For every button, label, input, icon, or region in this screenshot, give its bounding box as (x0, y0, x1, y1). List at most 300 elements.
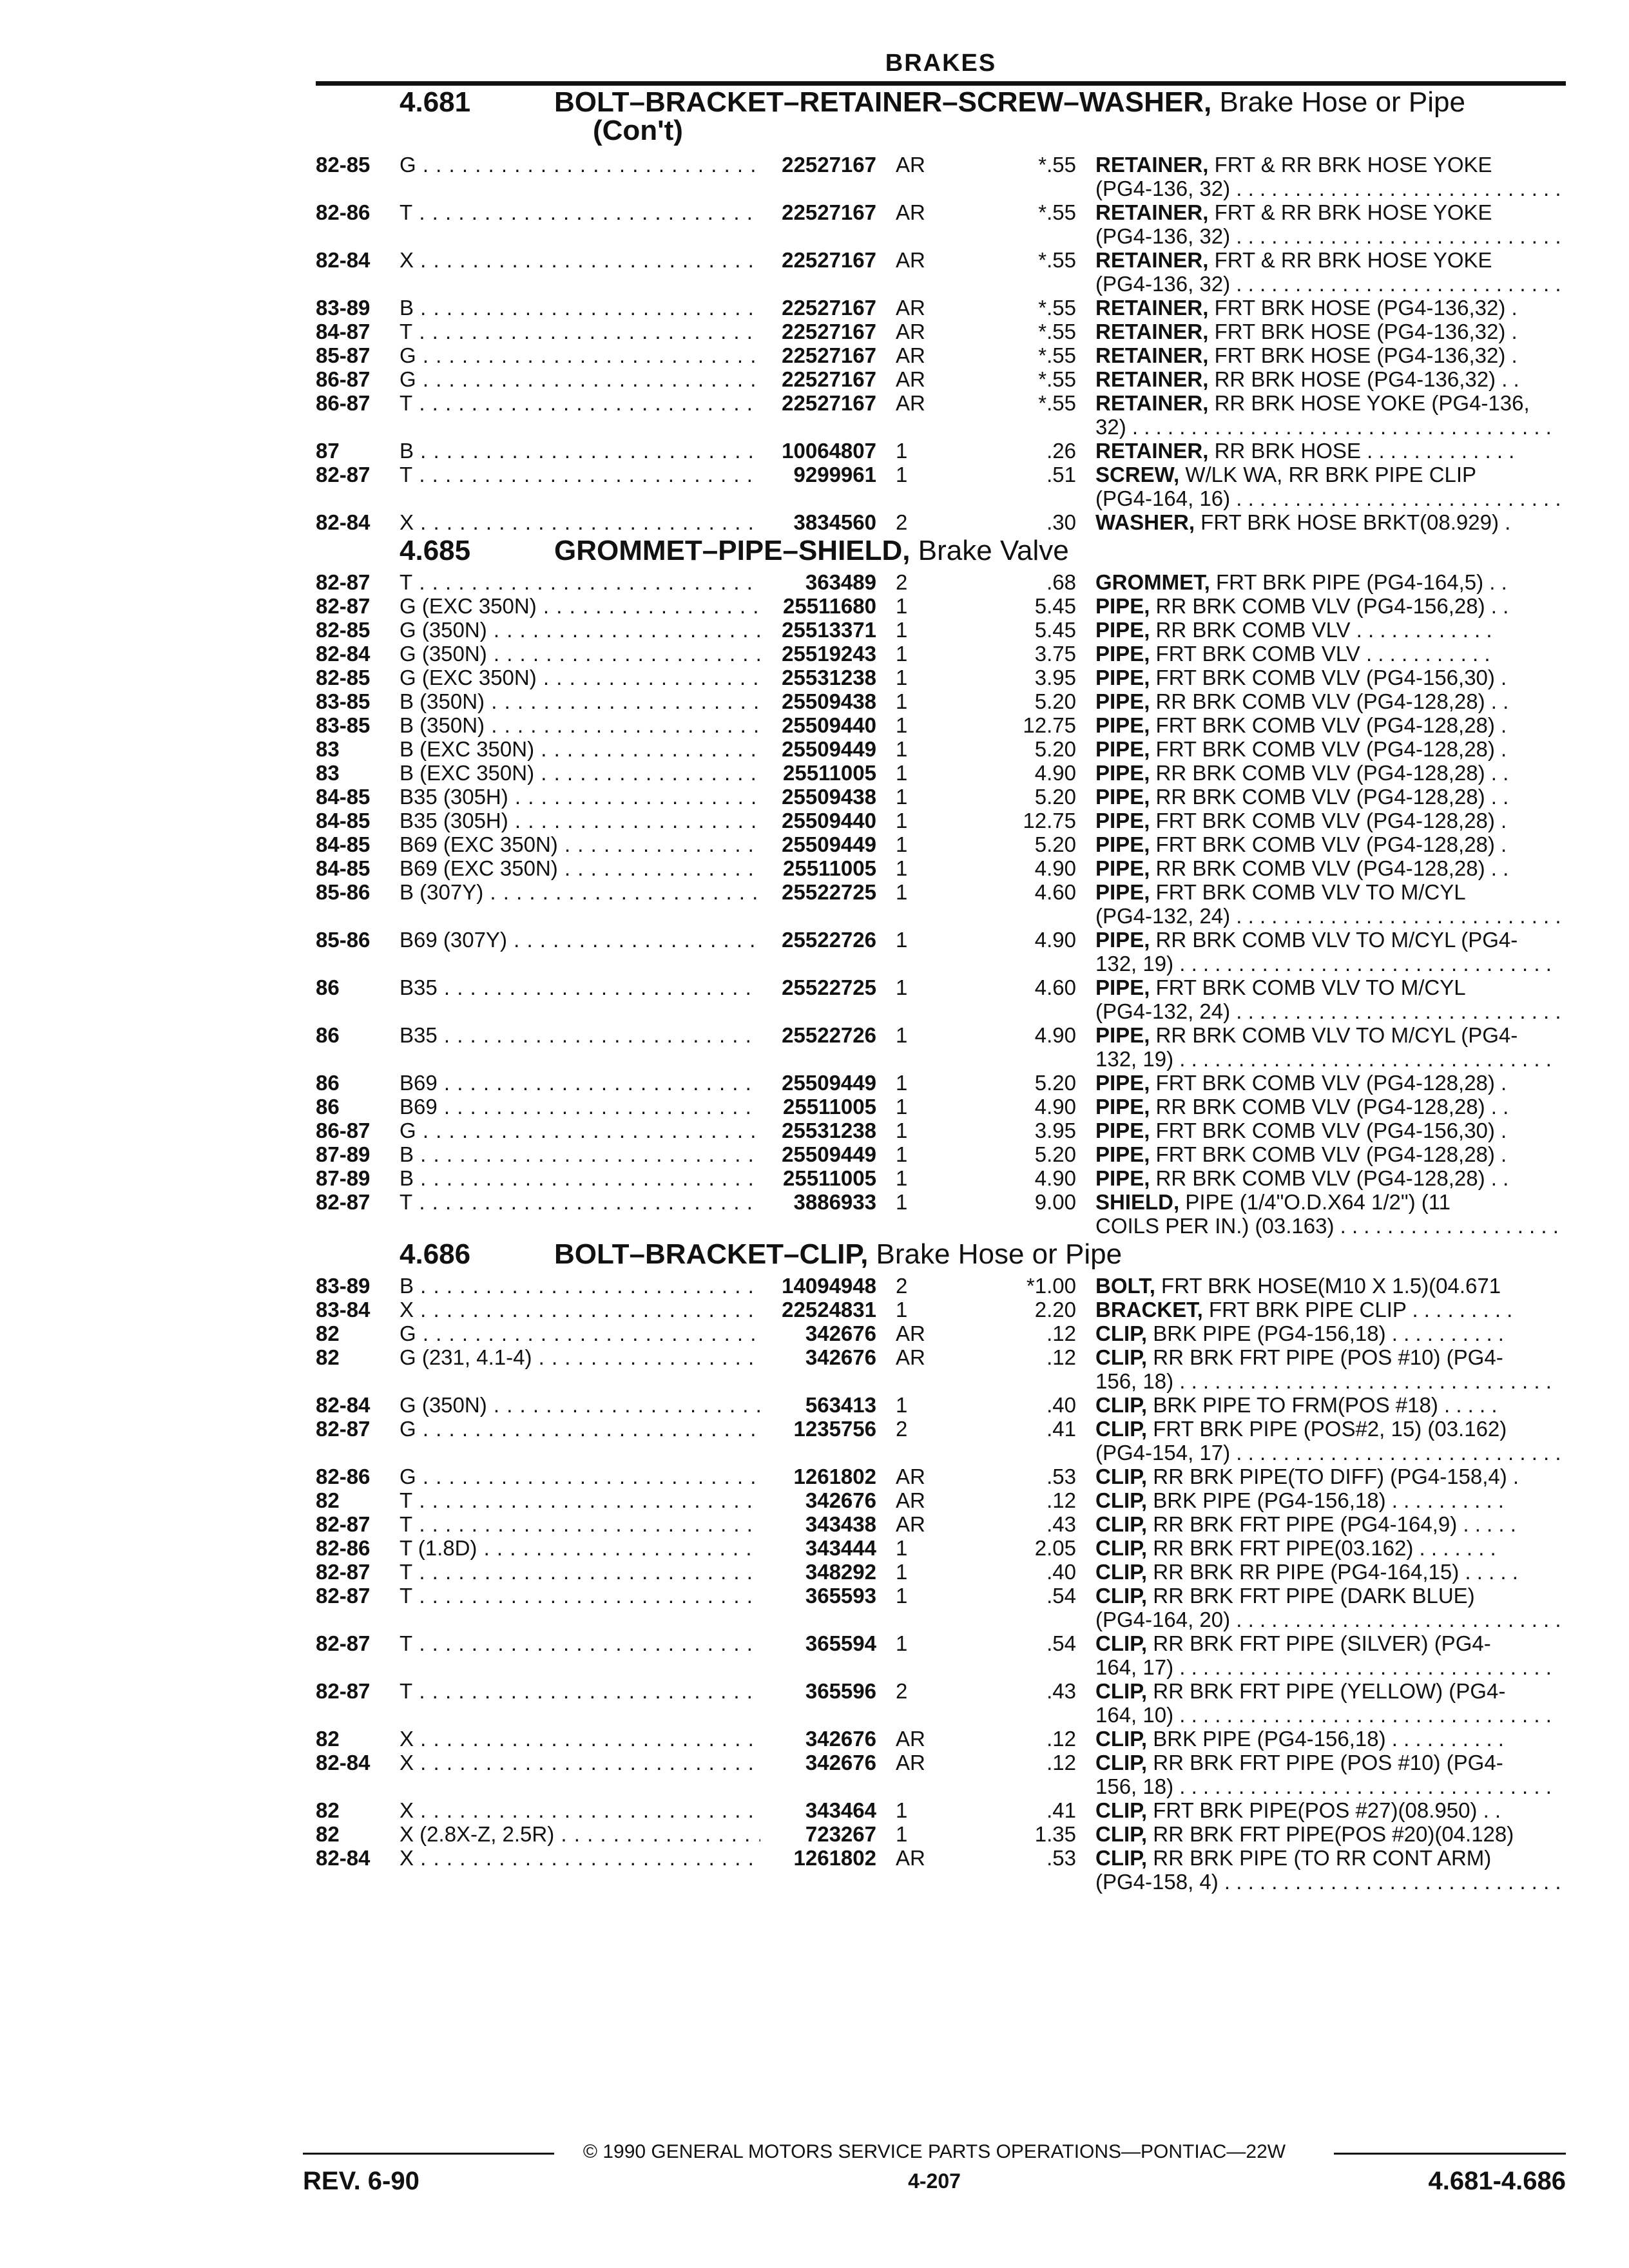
part-number: 363489 (805, 570, 876, 594)
description (1095, 1345, 1559, 1369)
copyright-line (303, 2139, 1566, 2165)
table-row (316, 1727, 1566, 1751)
body-code: B69 (EXC 350N) . . . (400, 832, 760, 856)
description-text: RR BRK FRT PIPE(03.162) . . . . . . . (1147, 1536, 1496, 1560)
description (1095, 856, 1559, 880)
quantity: 1 (896, 1798, 908, 1822)
body-code: B35 (305H) . . . (400, 809, 760, 832)
model-years: 82-87 (316, 1560, 371, 1584)
description-text: RR BRK COMB VLV (PG4-128,28) . . (1150, 856, 1509, 880)
section-number: 4.686 (400, 1238, 471, 1270)
description-keyword: RETAINER, (1095, 391, 1209, 415)
description (1095, 439, 1559, 463)
quantity: 1 (896, 689, 908, 713)
model-years: 86 (316, 975, 340, 999)
body-code: G . . . (400, 367, 760, 391)
model-years: 86 (316, 1023, 340, 1047)
body-code: G (350N) . . . (400, 1393, 760, 1417)
description-keyword: RETAINER, (1095, 343, 1209, 367)
description-text: FRT BRK COMB VLV TO M/CYL (1150, 975, 1466, 999)
description (1095, 975, 1559, 999)
model-years: 82 (316, 1488, 340, 1512)
model-years: 85-87 (316, 343, 371, 367)
table-row (316, 737, 1566, 761)
table-row (316, 1119, 1566, 1142)
quantity: AR (896, 1321, 925, 1345)
description (1095, 463, 1559, 486)
model-years: 82-87 (316, 1631, 371, 1655)
description-continuation: (PG4-132, 24) . . . (1095, 904, 1559, 928)
price: 4.60 (1034, 880, 1076, 904)
description-text: RR BRK FRT PIPE(POS #20)(04.128) (1147, 1822, 1514, 1846)
description-keyword: PIPE, (1095, 761, 1150, 785)
description (1095, 1512, 1559, 1536)
description (1095, 1822, 1559, 1846)
body-code: X (2.8X-Z, 2.5R) . . . (400, 1822, 760, 1846)
description-text: FRT BRK PIPE (POS#2, 15) (03.162) (1147, 1417, 1507, 1441)
description-text: FRT BRK HOSE (PG4-136,32) . (1208, 320, 1518, 343)
table-row (316, 1846, 1566, 1894)
table-row (316, 391, 1566, 439)
description-keyword: PIPE, (1095, 832, 1150, 856)
part-number: 342676 (805, 1488, 876, 1512)
part-number: 563413 (805, 1393, 876, 1417)
description-continuation: (PG4-136, 32) . . . (1095, 224, 1559, 248)
body-code: B (350N) . . . (400, 689, 760, 713)
description-text: RR BRK COMB VLV TO M/CYL (PG4- (1150, 1023, 1518, 1047)
table-row (316, 320, 1566, 343)
description-text: FRT BRK COMB VLV (PG4-128,28) . (1150, 1142, 1507, 1166)
part-number: 342676 (805, 1727, 876, 1751)
quantity: 1 (896, 1631, 908, 1655)
table-row (316, 1822, 1566, 1846)
quantity: 1 (896, 809, 908, 832)
part-number: 25511005 (782, 761, 876, 785)
part-number: 25522725 (782, 880, 876, 904)
body-code: X . . . (400, 1846, 760, 1870)
table-row (316, 200, 1566, 248)
description (1095, 1727, 1559, 1751)
description-keyword: BOLT, (1095, 1274, 1155, 1298)
price: 5.20 (1034, 737, 1076, 761)
quantity: AR (896, 200, 925, 224)
section-title (554, 537, 1559, 565)
description-text: FRT BRK COMB VLV (PG4-128,28) . (1150, 737, 1507, 761)
description-keyword: CLIP, (1095, 1536, 1148, 1560)
price: *.55 (1038, 200, 1076, 224)
model-years: 82-86 (316, 1536, 371, 1560)
description-keyword: PIPE, (1095, 618, 1150, 642)
description (1095, 391, 1559, 415)
table-row (316, 594, 1566, 618)
part-number: 342676 (805, 1751, 876, 1774)
part-number: 342676 (805, 1345, 876, 1369)
part-number: 22527167 (782, 343, 876, 367)
quantity: 1 (896, 1023, 908, 1047)
section-range: 4.681-4.686 (1428, 2167, 1566, 2195)
table-row (316, 296, 1566, 320)
description-text: RR BRK COMB VLV (PG4-128,28) . . (1150, 785, 1509, 809)
quantity: 1 (896, 1166, 908, 1190)
model-years: 82-84 (316, 1751, 371, 1774)
model-years: 83-89 (316, 1274, 371, 1298)
description (1095, 1023, 1559, 1047)
table-row (316, 880, 1566, 928)
description-keyword: PIPE, (1095, 975, 1150, 999)
description-keyword: GROMMET, (1095, 570, 1210, 594)
description-continuation: (PG4-164, 20) . . . (1095, 1608, 1559, 1631)
footer-rule-right (1334, 2153, 1566, 2155)
model-years: 84-87 (316, 320, 371, 343)
part-number: 343438 (805, 1512, 876, 1536)
page-header: BRAKES (885, 50, 997, 77)
part-number: 342676 (805, 1321, 876, 1345)
price: *.55 (1038, 153, 1076, 177)
price: 4.90 (1034, 1095, 1076, 1119)
body-code: T . . . (400, 1512, 760, 1536)
body-code: G . . . (400, 343, 760, 367)
body-code: B35 (305H) . . . (400, 785, 760, 809)
description (1095, 1095, 1559, 1119)
section-title (554, 1240, 1559, 1269)
description (1095, 570, 1559, 594)
part-number: 10064807 (782, 439, 876, 463)
part-number: 25509449 (782, 832, 876, 856)
price: .53 (1046, 1465, 1076, 1488)
table-row (316, 1798, 1566, 1822)
section-heading-4686 (316, 1240, 1566, 1274)
body-code: T . . . (400, 320, 760, 343)
price: .40 (1046, 1393, 1076, 1417)
part-number: 25509440 (782, 713, 876, 737)
body-code: B . . . (400, 1142, 760, 1166)
description-text: RR BRK HOSE (PG4-136,32) . . (1208, 367, 1519, 391)
model-years: 82-87 (316, 463, 371, 486)
price: .54 (1046, 1584, 1076, 1608)
model-years: 82-84 (316, 248, 371, 272)
model-years: 83-84 (316, 1298, 371, 1321)
part-number: 25519243 (782, 642, 876, 666)
description-text: RR BRK RR PIPE (PG4-164,15) . . . . . (1147, 1560, 1518, 1584)
description-text: RR BRK FRT PIPE (POS #10) (PG4- (1147, 1751, 1503, 1774)
price: 3.75 (1034, 642, 1076, 666)
model-years: 82-87 (316, 1584, 371, 1608)
table-row (316, 1560, 1566, 1584)
price: 4.90 (1034, 928, 1076, 952)
quantity: 1 (896, 832, 908, 856)
description (1095, 1488, 1559, 1512)
model-years: 84-85 (316, 809, 371, 832)
table-row (316, 1142, 1566, 1166)
description-continuation: 156, 18) . . . (1095, 1774, 1559, 1798)
description (1095, 1119, 1559, 1142)
description (1095, 248, 1559, 272)
description-continuation: (PG4-136, 32) . . . (1095, 177, 1559, 200)
footer-bottom (303, 2165, 1566, 2197)
body-code: T . . . (400, 1488, 760, 1512)
description-text: RR BRK COMB VLV (PG4-128,28) . . (1150, 689, 1509, 713)
description (1095, 1321, 1559, 1345)
quantity: 1 (896, 1071, 908, 1095)
part-number: 25509438 (782, 785, 876, 809)
description-text: BRK PIPE (PG4-156,18) . . . . . . . . . . (1147, 1488, 1504, 1512)
description (1095, 1298, 1559, 1321)
description-text: FRT & RR BRK HOSE YOKE (1208, 200, 1492, 224)
part-number: 25511005 (782, 1095, 876, 1119)
part-number: 22527167 (782, 391, 876, 415)
model-years: 86-87 (316, 391, 371, 415)
table-row (316, 975, 1566, 1023)
table-row (316, 689, 1566, 713)
part-number: 25513371 (782, 618, 876, 642)
description-keyword: PIPE, (1095, 713, 1150, 737)
description-keyword: PIPE, (1095, 1023, 1150, 1047)
table-row (316, 1536, 1566, 1560)
quantity: 2 (896, 1274, 908, 1298)
description-keyword: PIPE, (1095, 809, 1150, 832)
description-text: BRK PIPE (PG4-156,18) . . . . . . . . . . (1147, 1727, 1504, 1751)
description-keyword: CLIP, (1095, 1345, 1148, 1369)
body-code: X . . . (400, 1298, 760, 1321)
model-years: 87 (316, 439, 340, 463)
description (1095, 510, 1559, 534)
quantity: 2 (896, 570, 908, 594)
model-years: 86-87 (316, 367, 371, 391)
description-text: FRT BRK PIPE (PG4-164,5) . . (1210, 570, 1507, 594)
price: 5.20 (1034, 832, 1076, 856)
price: 5.20 (1034, 689, 1076, 713)
description (1095, 1679, 1559, 1703)
quantity: AR (896, 1727, 925, 1751)
part-number: 343464 (805, 1798, 876, 1822)
table-row (316, 439, 1566, 463)
description-text: RR BRK FRT PIPE (YELLOW) (PG4- (1147, 1679, 1506, 1703)
part-number: 365596 (805, 1679, 876, 1703)
quantity: 1 (896, 761, 908, 785)
description-text: FRT BRK COMB VLV (PG4-156,30) . (1150, 666, 1507, 689)
description-keyword: CLIP, (1095, 1393, 1148, 1417)
description (1095, 642, 1559, 666)
table-row (316, 1393, 1566, 1417)
quantity: 1 (896, 880, 908, 904)
part-number: 14094948 (782, 1274, 876, 1298)
page-footer (303, 2139, 1566, 2197)
price: .43 (1046, 1679, 1076, 1703)
description-keyword: RETAINER, (1095, 439, 1209, 463)
description-keyword: PIPE, (1095, 856, 1150, 880)
part-number: 25522726 (782, 1023, 876, 1047)
quantity: 1 (896, 618, 908, 642)
price: .51 (1046, 463, 1076, 486)
section-cont: (Con't) (593, 115, 683, 146)
price: 4.90 (1034, 856, 1076, 880)
description-text: FRT BRK COMB VLV (PG4-128,28) . (1150, 832, 1507, 856)
description (1095, 1274, 1559, 1298)
table-row (316, 928, 1566, 975)
body-code: X . . . (400, 1751, 760, 1774)
description-continuation: 164, 17) . . . (1095, 1655, 1559, 1679)
price: .26 (1046, 439, 1076, 463)
part-number: 348292 (805, 1560, 876, 1584)
body-code: T . . . (400, 1560, 760, 1584)
price: 3.95 (1034, 1119, 1076, 1142)
model-years: 84-85 (316, 832, 371, 856)
section-heading-4681 (316, 88, 1566, 153)
quantity: AR (896, 367, 925, 391)
model-years: 82-86 (316, 1465, 371, 1488)
part-number: 25509440 (782, 809, 876, 832)
price: *.55 (1038, 296, 1076, 320)
quantity: 1 (896, 1142, 908, 1166)
model-years: 82-85 (316, 666, 371, 689)
description-text: RR BRK COMB VLV (PG4-128,28) . . (1150, 1166, 1509, 1190)
description-text: RR BRK COMB VLV TO M/CYL (PG4- (1150, 928, 1518, 952)
description (1095, 1798, 1559, 1822)
table-row (316, 367, 1566, 391)
description-keyword: CLIP, (1095, 1631, 1148, 1655)
description-keyword: SCREW, (1095, 463, 1180, 486)
price: *1.00 (1026, 1274, 1076, 1298)
section-title (554, 88, 1559, 117)
price: 4.60 (1034, 975, 1076, 999)
page-number: 4-207 (908, 2169, 961, 2193)
model-years: 82-87 (316, 594, 371, 618)
part-number: 1261802 (793, 1846, 876, 1870)
catalog-page (316, 45, 1566, 1894)
price: 5.20 (1034, 1071, 1076, 1095)
body-code: T . . . (400, 391, 760, 415)
description-keyword: PIPE, (1095, 642, 1150, 666)
table-row (316, 1488, 1566, 1512)
description (1095, 1166, 1559, 1190)
description (1095, 809, 1559, 832)
description-keyword: CLIP, (1095, 1560, 1148, 1584)
description-continuation: (PG4-158, 4) . . . (1095, 1870, 1559, 1894)
description-text: FRT BRK COMB VLV TO M/CYL (1150, 880, 1466, 904)
description-keyword: RETAINER, (1095, 320, 1209, 343)
description-text: W/LK WA, RR BRK PIPE CLIP (1179, 463, 1477, 486)
description-keyword: CLIP, (1095, 1846, 1148, 1870)
body-code: B69 (EXC 350N) . . . (400, 856, 760, 880)
description-keyword: CLIP, (1095, 1798, 1148, 1822)
section-title-main: BOLT–BRACKET–CLIP, (554, 1238, 869, 1270)
quantity: 2 (896, 1679, 908, 1703)
description (1095, 1465, 1559, 1488)
description (1095, 1142, 1559, 1166)
quantity: 1 (896, 1560, 908, 1584)
price: 2.20 (1034, 1298, 1076, 1321)
table-row (316, 463, 1566, 510)
description-keyword: PIPE, (1095, 1071, 1150, 1095)
quantity: 1 (896, 1822, 908, 1846)
price: .12 (1046, 1345, 1076, 1369)
description-continuation: 132, 19) . . . (1095, 952, 1559, 975)
description-continuation: 156, 18) . . . (1095, 1369, 1559, 1393)
table-row (316, 761, 1566, 785)
part-number: 365594 (805, 1631, 876, 1655)
quantity: 1 (896, 1119, 908, 1142)
body-code: G . . . (400, 1417, 760, 1441)
description-keyword: CLIP, (1095, 1321, 1148, 1345)
quantity: 1 (896, 1298, 908, 1321)
price: 3.95 (1034, 666, 1076, 689)
body-code: X . . . (400, 1798, 760, 1822)
quantity: 1 (896, 1190, 908, 1214)
description-text: FRT BRK HOSE (PG4-136,32) . (1208, 296, 1518, 320)
quantity: AR (896, 153, 925, 177)
part-number: 25509438 (782, 689, 876, 713)
description-text: RR BRK PIPE (TO RR CONT ARM) (1147, 1846, 1492, 1870)
description-keyword: CLIP, (1095, 1727, 1148, 1751)
description-text: FRT & RR BRK HOSE YOKE (1208, 153, 1492, 177)
quantity: AR (896, 248, 925, 272)
price: .41 (1046, 1417, 1076, 1441)
description-keyword: WASHER, (1095, 510, 1195, 534)
description-text: FRT BRK HOSE (PG4-136,32) . (1208, 343, 1518, 367)
body-code: T (1.8D) . . . (400, 1536, 760, 1560)
description-text: PIPE (1/4"O.D.X64 1/2") (11 (1179, 1190, 1451, 1214)
part-number: 25531238 (782, 666, 876, 689)
body-code: G . . . (400, 1119, 760, 1142)
part-number: 25511680 (782, 594, 876, 618)
description (1095, 666, 1559, 689)
model-years: 82-85 (316, 153, 371, 177)
table-row (316, 1584, 1566, 1631)
model-years: 82-87 (316, 1417, 371, 1441)
model-years: 83-85 (316, 713, 371, 737)
quantity: 2 (896, 510, 908, 534)
model-years: 82 (316, 1727, 340, 1751)
description-keyword: PIPE, (1095, 594, 1150, 618)
part-number: 365593 (805, 1584, 876, 1608)
description-continuation: (PG4-132, 24) . . . (1095, 999, 1559, 1023)
model-years: 84-85 (316, 785, 371, 809)
description-keyword: RETAINER, (1095, 367, 1209, 391)
table-row (316, 666, 1566, 689)
body-code: T . . . (400, 1631, 760, 1655)
body-code: B (EXC 350N) . . . (400, 761, 760, 785)
description (1095, 1846, 1559, 1870)
description (1095, 1536, 1559, 1560)
description (1095, 320, 1559, 343)
table-row (316, 642, 1566, 666)
body-code: B . . . (400, 296, 760, 320)
quantity: 1 (896, 975, 908, 999)
description (1095, 153, 1559, 177)
table-row (316, 1417, 1566, 1465)
price: 4.90 (1034, 761, 1076, 785)
description-keyword: RETAINER, (1095, 248, 1209, 272)
body-code: G (350N) . . . (400, 642, 760, 666)
table-row (316, 713, 1566, 737)
body-code: T . . . (400, 570, 760, 594)
section-title-main: BOLT–BRACKET–RETAINER–SCREW–WASHER, (554, 86, 1212, 118)
section-subtitle: Brake Valve (918, 535, 1069, 566)
quantity: 1 (896, 463, 908, 486)
price: .41 (1046, 1798, 1076, 1822)
part-number: 3886933 (793, 1190, 876, 1214)
description-text: FRT BRK PIPE(POS #27)(08.950) . . (1147, 1798, 1501, 1822)
description-keyword: PIPE, (1095, 880, 1150, 904)
description-text: RR BRK FRT PIPE (POS #10) (PG4- (1147, 1345, 1503, 1369)
description-text: FRT & RR BRK HOSE YOKE (1208, 248, 1492, 272)
part-number: 1261802 (793, 1465, 876, 1488)
description (1095, 928, 1559, 952)
body-code: T . . . (400, 1679, 760, 1703)
description-keyword: CLIP, (1095, 1465, 1148, 1488)
model-years: 85-86 (316, 880, 371, 904)
table-row (316, 1679, 1566, 1727)
